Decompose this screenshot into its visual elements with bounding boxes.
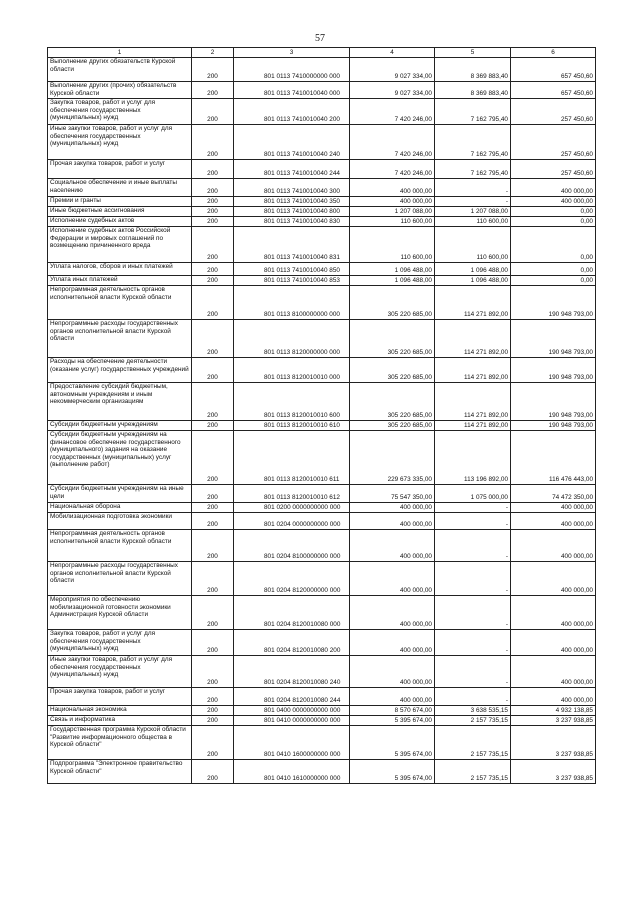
row-amount-col6: 257 450,60 <box>511 125 596 160</box>
row-amount-col4: 1 096 488,00 <box>350 276 435 286</box>
row-amount-col6: 190 948 793,00 <box>511 421 596 431</box>
row-amount-col5: 1 096 488,00 <box>435 263 511 276</box>
row-amount-col5: 7 162 795,40 <box>435 125 511 160</box>
row-code: 200 <box>192 263 234 276</box>
row-amount-col4: 305 220 685,00 <box>350 320 435 358</box>
row-amount-col6: 400 000,00 <box>511 530 596 562</box>
row-name: Уплата иных платежей <box>48 276 192 286</box>
row-amount-col4: 400 000,00 <box>350 513 435 530</box>
row-amount-col6: 3 237 938,85 <box>511 716 596 726</box>
row-amount-col5: 2 157 735,15 <box>435 716 511 726</box>
row-amount-col5: - <box>435 503 511 513</box>
row-code: 200 <box>192 276 234 286</box>
row-name: Национальная оборона <box>48 503 192 513</box>
row-code: 200 <box>192 760 234 784</box>
page-number: 57 <box>315 33 325 44</box>
row-name: Связь и информатика <box>48 716 192 726</box>
row-name: Социальное обеспечение и иные выплаты населению <box>48 179 192 197</box>
row-amount-col5: - <box>435 630 511 656</box>
row-amount-col6: 657 450,60 <box>511 58 596 82</box>
column-header: 6 <box>511 48 596 58</box>
row-amount-col5: 114 271 892,00 <box>435 286 511 320</box>
row-amount-col5: 113 196 892,00 <box>435 431 511 485</box>
row-name: Иные бюджетные ассигнования <box>48 207 192 217</box>
row-code: 200 <box>192 82 234 99</box>
row-amount-col4: 8 570 674,00 <box>350 706 435 716</box>
row-amount-col5: 1 207 088,00 <box>435 207 511 217</box>
row-classification-code: 801 0204 8120010080 240 <box>234 656 350 688</box>
row-name: Иные закупки товаров, работ и услуг для обеспечения государственных (муниципальных) нужд <box>48 656 192 688</box>
row-name: Исполнение судебных актов Российской Федерации и мировых соглашений по возмещению причиненного вреда <box>48 227 192 263</box>
row-amount-col5: 8 369 883,40 <box>435 82 511 99</box>
table-row <box>48 760 596 784</box>
table-row <box>48 82 596 99</box>
row-classification-code: 801 0113 7410010040 830 <box>234 217 350 227</box>
table-row <box>48 630 596 656</box>
row-amount-col5: 114 271 892,00 <box>435 320 511 358</box>
row-amount-col6: 190 948 793,00 <box>511 320 596 358</box>
table-row <box>48 726 596 760</box>
row-amount-col5: 7 162 795,40 <box>435 99 511 125</box>
row-code: 200 <box>192 383 234 421</box>
row-amount-col5: - <box>435 596 511 630</box>
row-amount-col5: 114 271 892,00 <box>435 358 511 383</box>
row-amount-col6: 400 000,00 <box>511 596 596 630</box>
row-name: Непрограммные расходы государственных органов исполнительной власти Курской области <box>48 320 192 358</box>
row-amount-col4: 400 000,00 <box>350 530 435 562</box>
table-row <box>48 562 596 596</box>
row-classification-code: 801 0113 8120010010 612 <box>234 485 350 503</box>
row-amount-col6: 0,00 <box>511 276 596 286</box>
row-code: 200 <box>192 160 234 179</box>
row-amount-col4: 400 000,00 <box>350 596 435 630</box>
row-amount-col4: 305 220 685,00 <box>350 358 435 383</box>
row-code: 200 <box>192 197 234 207</box>
row-name: Непрограммная деятельность органов исполнительной власти Курской области <box>48 530 192 562</box>
row-amount-col6: 657 450,60 <box>511 82 596 99</box>
row-amount-col4: 400 000,00 <box>350 179 435 197</box>
row-amount-col5: 2 157 735,15 <box>435 760 511 784</box>
row-amount-col5: - <box>435 179 511 197</box>
column-header: 4 <box>350 48 435 58</box>
row-code: 200 <box>192 656 234 688</box>
row-amount-col6: 0,00 <box>511 207 596 217</box>
row-name: Субсидии бюджетным учреждениям <box>48 421 192 431</box>
table-row <box>48 716 596 726</box>
row-amount-col5: - <box>435 562 511 596</box>
row-name: Закупка товаров, работ и услуг для обеспечения государственных (муниципальных) нужд <box>48 630 192 656</box>
row-amount-col6: 400 000,00 <box>511 562 596 596</box>
row-classification-code: 801 0410 1610000000 000 <box>234 760 350 784</box>
row-amount-col6: 400 000,00 <box>511 656 596 688</box>
row-name: Подпрограмма "Электронное правительство Курской области" <box>48 760 192 784</box>
row-amount-col4: 305 220 685,00 <box>350 383 435 421</box>
table-row <box>48 431 596 485</box>
row-amount-col6: 0,00 <box>511 227 596 263</box>
table-row <box>48 530 596 562</box>
table-row <box>48 99 596 125</box>
row-name: Прочая закупка товаров, работ и услуг <box>48 688 192 706</box>
row-amount-col6: 400 000,00 <box>511 179 596 197</box>
row-code: 200 <box>192 688 234 706</box>
row-name: Иные закупки товаров, работ и услуг для обеспечения государственных (муниципальных) нужд <box>48 125 192 160</box>
row-amount-col4: 1 096 488,00 <box>350 263 435 276</box>
row-amount-col6: 0,00 <box>511 263 596 276</box>
row-amount-col5: 114 271 892,00 <box>435 383 511 421</box>
row-amount-col5: 2 157 735,15 <box>435 726 511 760</box>
row-name: Мероприятия по обеспечению мобилизационной готовности экономики Администрация Курской области <box>48 596 192 630</box>
row-code: 200 <box>192 485 234 503</box>
row-amount-col6: 3 237 938,85 <box>511 726 596 760</box>
row-classification-code: 801 0410 1600000000 000 <box>234 726 350 760</box>
row-classification-code: 801 0113 8120010010 610 <box>234 421 350 431</box>
table-row <box>48 596 596 630</box>
row-code: 200 <box>192 99 234 125</box>
row-amount-col5: 110 600,00 <box>435 227 511 263</box>
row-name: Прочая закупка товаров, работ и услуг <box>48 160 192 179</box>
row-amount-col4: 400 000,00 <box>350 197 435 207</box>
row-code: 200 <box>192 179 234 197</box>
table-row <box>48 207 596 217</box>
column-header: 5 <box>435 48 511 58</box>
row-amount-col4: 305 220 685,00 <box>350 421 435 431</box>
row-code: 200 <box>192 358 234 383</box>
row-classification-code: 801 0113 8120000000 000 <box>234 320 350 358</box>
row-classification-code: 801 0113 7410010040 853 <box>234 276 350 286</box>
row-code: 200 <box>192 58 234 82</box>
row-code: 200 <box>192 630 234 656</box>
row-classification-code: 801 0113 8120010010 000 <box>234 358 350 383</box>
row-code: 200 <box>192 706 234 716</box>
row-code: 200 <box>192 217 234 227</box>
row-classification-code: 801 0204 0000000000 000 <box>234 513 350 530</box>
row-classification-code: 801 0113 7410010040 350 <box>234 197 350 207</box>
row-name: Национальная экономика <box>48 706 192 716</box>
row-amount-col5: 8 369 883,40 <box>435 58 511 82</box>
table-row <box>48 227 596 263</box>
row-amount-col5: 110 600,00 <box>435 217 511 227</box>
row-name: Закупка товаров, работ и услуг для обеспечения государственных (муниципальных) нужд <box>48 99 192 125</box>
row-amount-col5: - <box>435 530 511 562</box>
row-code: 200 <box>192 227 234 263</box>
table-row <box>48 706 596 716</box>
row-amount-col6: 400 000,00 <box>511 197 596 207</box>
row-name: Непрограммная деятельность органов исполнительной власти Курской области <box>48 286 192 320</box>
row-amount-col6: 400 000,00 <box>511 688 596 706</box>
row-amount-col6: 3 237 938,85 <box>511 760 596 784</box>
table-row <box>48 179 596 197</box>
row-amount-col5: - <box>435 688 511 706</box>
row-amount-col6: 400 000,00 <box>511 513 596 530</box>
column-header: 3 <box>234 48 350 58</box>
row-code: 200 <box>192 562 234 596</box>
row-amount-col5: 3 638 535,15 <box>435 706 511 716</box>
row-amount-col6: 116 476 443,00 <box>511 431 596 485</box>
row-classification-code: 801 0204 8120010080 000 <box>234 596 350 630</box>
row-code: 200 <box>192 513 234 530</box>
row-classification-code: 801 0204 8100000000 000 <box>234 530 350 562</box>
row-amount-col6: 74 472 350,00 <box>511 485 596 503</box>
row-name: Мобилизационная подготовка экономики <box>48 513 192 530</box>
row-name: Непрограммные расходы государственных органов исполнительной власти Курской области <box>48 562 192 596</box>
row-classification-code: 801 0113 7410010040 240 <box>234 125 350 160</box>
table-row <box>48 503 596 513</box>
row-amount-col5: - <box>435 513 511 530</box>
table-row <box>48 320 596 358</box>
row-code: 200 <box>192 716 234 726</box>
row-code: 200 <box>192 286 234 320</box>
row-amount-col6: 0,00 <box>511 217 596 227</box>
table-body <box>48 58 596 784</box>
table-row <box>48 160 596 179</box>
row-amount-col4: 400 000,00 <box>350 630 435 656</box>
row-amount-col4: 75 547 350,00 <box>350 485 435 503</box>
row-amount-col5: - <box>435 197 511 207</box>
row-amount-col4: 110 600,00 <box>350 227 435 263</box>
row-amount-col4: 7 420 246,00 <box>350 160 435 179</box>
column-header: 1 <box>48 48 192 58</box>
row-code: 200 <box>192 530 234 562</box>
row-name: Выполнение других обязательств Курской области <box>48 58 192 82</box>
row-name: Исполнение судебных актов <box>48 217 192 227</box>
row-amount-col4: 9 027 334,00 <box>350 82 435 99</box>
row-code: 200 <box>192 503 234 513</box>
row-name: Расходы на обеспечение деятельности (оказание услуг) государственных учреждений <box>48 358 192 383</box>
row-classification-code: 801 0113 7410000000 000 <box>234 58 350 82</box>
row-amount-col4: 7 420 246,00 <box>350 125 435 160</box>
table-row <box>48 217 596 227</box>
row-amount-col6: 400 000,00 <box>511 503 596 513</box>
row-amount-col4: 5 395 674,00 <box>350 726 435 760</box>
row-name: Выполнение других (прочих) обязательств Курской области <box>48 82 192 99</box>
row-amount-col4: 400 000,00 <box>350 503 435 513</box>
budget-table <box>47 47 596 784</box>
row-amount-col4: 7 420 246,00 <box>350 99 435 125</box>
row-code: 200 <box>192 125 234 160</box>
row-amount-col6: 257 450,60 <box>511 160 596 179</box>
row-classification-code: 801 0113 8100000000 000 <box>234 286 350 320</box>
row-amount-col4: 400 000,00 <box>350 688 435 706</box>
row-amount-col6: 400 000,00 <box>511 630 596 656</box>
row-classification-code: 801 0113 7410010040 800 <box>234 207 350 217</box>
row-classification-code: 801 0204 8120010080 200 <box>234 630 350 656</box>
row-code: 200 <box>192 726 234 760</box>
row-amount-col6: 257 450,60 <box>511 99 596 125</box>
table-row <box>48 276 596 286</box>
row-amount-col4: 1 207 088,00 <box>350 207 435 217</box>
row-amount-col5: 114 271 892,00 <box>435 421 511 431</box>
row-name: Уплата налогов, сборов и иных платежей <box>48 263 192 276</box>
table-row <box>48 656 596 688</box>
row-classification-code: 801 0204 8120010080 244 <box>234 688 350 706</box>
row-name: Государственная программа Курской области "Развитие информационного общества в Курской области" <box>48 726 192 760</box>
row-code: 200 <box>192 596 234 630</box>
row-classification-code: 801 0113 8120010010 600 <box>234 383 350 421</box>
row-classification-code: 801 0113 7410010040 850 <box>234 263 350 276</box>
row-amount-col4: 110 600,00 <box>350 217 435 227</box>
table-row <box>48 286 596 320</box>
row-classification-code: 801 0410 0000000000 000 <box>234 716 350 726</box>
row-code: 200 <box>192 421 234 431</box>
table-row <box>48 513 596 530</box>
row-code: 200 <box>192 320 234 358</box>
row-name: Премии и гранты <box>48 197 192 207</box>
table-row <box>48 688 596 706</box>
row-amount-col6: 190 948 793,00 <box>511 383 596 421</box>
row-amount-col5: - <box>435 656 511 688</box>
row-classification-code: 801 0113 7410010040 300 <box>234 179 350 197</box>
row-code: 200 <box>192 207 234 217</box>
row-amount-col4: 400 000,00 <box>350 656 435 688</box>
row-classification-code: 801 0113 7410010040 200 <box>234 99 350 125</box>
row-amount-col4: 9 027 334,00 <box>350 58 435 82</box>
table-row <box>48 358 596 383</box>
row-name: Субсидии бюджетным учреждениям на иные цели <box>48 485 192 503</box>
row-classification-code: 801 0113 7410010040 831 <box>234 227 350 263</box>
row-amount-col5: 7 162 795,40 <box>435 160 511 179</box>
row-amount-col5: 1 075 000,00 <box>435 485 511 503</box>
column-header: 2 <box>192 48 234 58</box>
row-classification-code: 801 0113 8120010010 611 <box>234 431 350 485</box>
row-amount-col4: 305 220 685,00 <box>350 286 435 320</box>
row-amount-col6: 190 948 793,00 <box>511 286 596 320</box>
table-header-row <box>48 48 596 58</box>
table-row <box>48 383 596 421</box>
table-row <box>48 263 596 276</box>
row-amount-col4: 5 395 674,00 <box>350 760 435 784</box>
row-amount-col6: 4 932 138,85 <box>511 706 596 716</box>
row-classification-code: 801 0113 7410010040 000 <box>234 82 350 99</box>
row-name: Субсидии бюджетным учреждениям на финансовое обеспечение государственного (муниципального) задания на оказание государственных (муниципальных) услуг (выполнение работ) <box>48 431 192 485</box>
row-name: Предоставление субсидий бюджетным, автономным учреждениям и иным некоммерческим организациям <box>48 383 192 421</box>
table-row <box>48 421 596 431</box>
table-row <box>48 197 596 207</box>
row-amount-col4: 5 395 674,00 <box>350 716 435 726</box>
row-classification-code: 801 0204 8120000000 000 <box>234 562 350 596</box>
table-row <box>48 58 596 82</box>
row-amount-col4: 229 673 335,00 <box>350 431 435 485</box>
row-amount-col6: 190 948 793,00 <box>511 358 596 383</box>
table-row <box>48 125 596 160</box>
row-amount-col5: 1 096 488,00 <box>435 276 511 286</box>
row-code: 200 <box>192 431 234 485</box>
table-row <box>48 485 596 503</box>
row-classification-code: 801 0113 7410010040 244 <box>234 160 350 179</box>
row-amount-col4: 400 000,00 <box>350 562 435 596</box>
row-classification-code: 801 0400 0000000000 000 <box>234 706 350 716</box>
row-classification-code: 801 0200 0000000000 000 <box>234 503 350 513</box>
